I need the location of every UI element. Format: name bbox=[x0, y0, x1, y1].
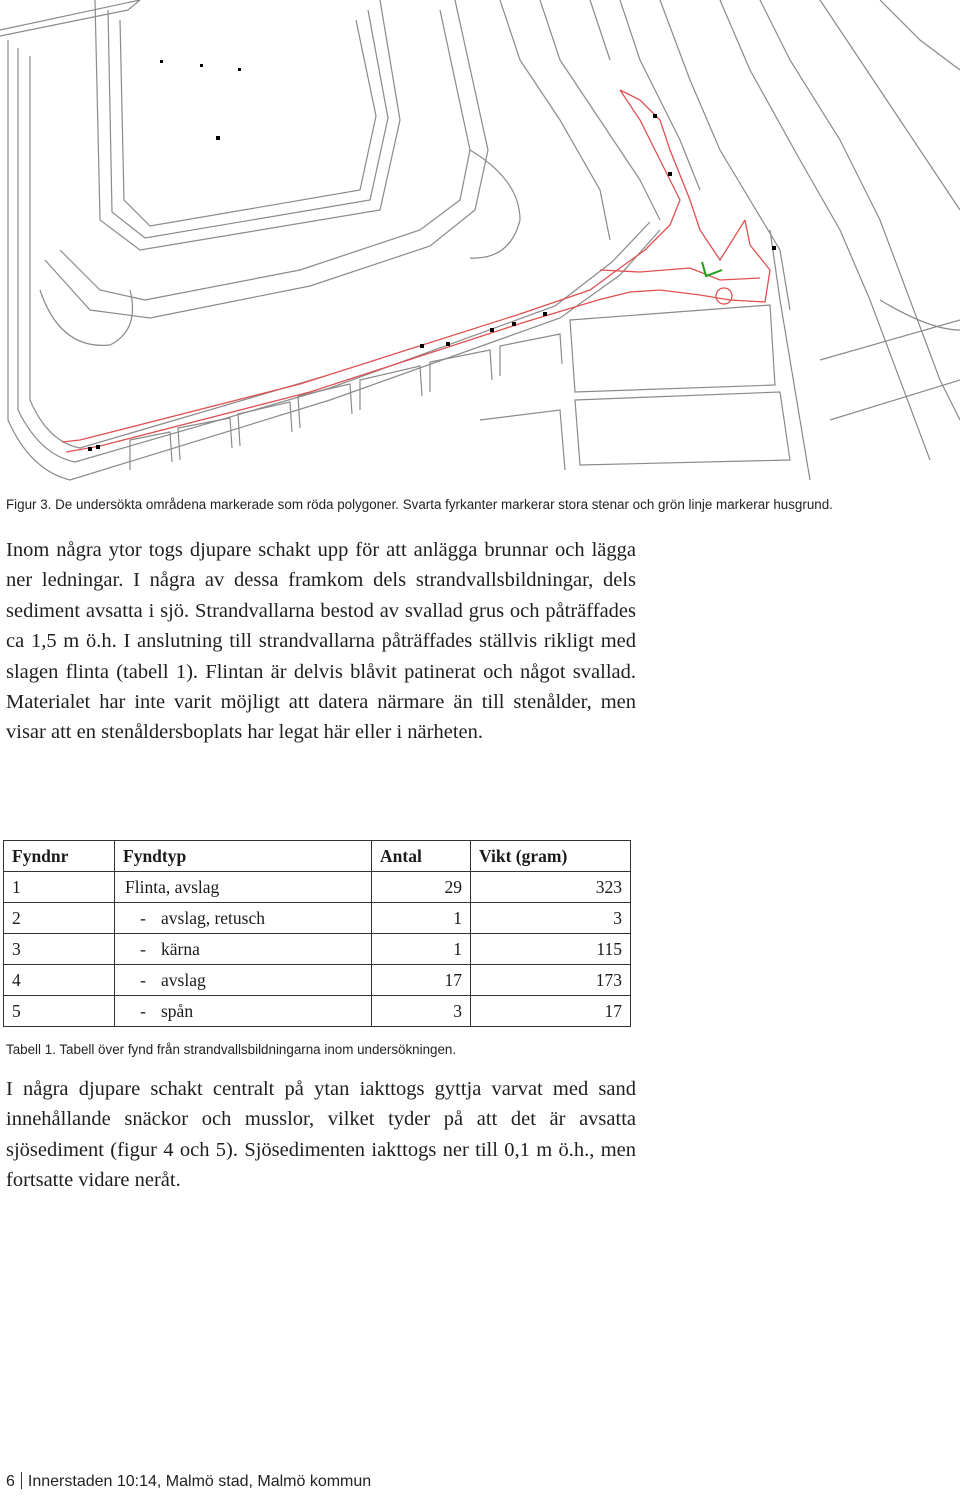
table-row bbox=[4, 903, 631, 934]
cell-type bbox=[115, 872, 372, 903]
cell-vikt: 173 bbox=[471, 965, 631, 996]
cell-type bbox=[115, 934, 372, 965]
cell-type-text: Flinta, avslag bbox=[125, 876, 220, 897]
cell-vikt: 17 bbox=[471, 996, 631, 1027]
table-row bbox=[4, 934, 631, 965]
cell-antal: 1 bbox=[372, 934, 471, 965]
table-row bbox=[4, 872, 631, 903]
body-paragraph-1: Inom några ytor togs djupare schakt upp för att anlägga brunnar och lägga ner ledningar. I några av dessa framkom dels strandvallsbildningar, dels sediment avsatta i sjö. Strandvallarna bestod av svallad grus och påträffades ca 1,5 m ö.h. I anslutning till strandvallarna påträffades ställvis rikligt med slagen flinta (tabell 1). Flintan är delvis blåvit patinerat och något svallad. Materialet har inte varit möjligt att datera närmare än till stenålder, men visar att en stenåldersboplats har legat här eller i närheten. bbox=[6, 539, 636, 744]
cell-type bbox=[115, 965, 372, 996]
table-header-row bbox=[4, 841, 631, 872]
finds-table bbox=[3, 840, 631, 1027]
cell-antal: 17 bbox=[372, 965, 471, 996]
cell-antal: 3 bbox=[372, 996, 471, 1027]
cell-type-prefix: - bbox=[140, 1000, 146, 1021]
cell-type-prefix: - bbox=[140, 969, 146, 990]
body-paragraph-2: I några djupare schakt centralt på ytan iakttogs gyttja varvat med sand innehållande snäckor och musslor, vilket tyder på att det är avsatta sjösediment (figur 4 och 5). Sjösedimenten iakttogs ner till 0,1 m ö.h., men fortsatte vidare neråt. bbox=[6, 1078, 636, 1192]
page-number: 6 bbox=[6, 1473, 15, 1490]
cell-vikt: 3 bbox=[471, 903, 631, 934]
page-footer bbox=[6, 1472, 371, 1491]
cell-type-text: avslag bbox=[161, 969, 206, 990]
site-map-figure bbox=[0, 0, 960, 488]
footer-divider bbox=[21, 1472, 22, 1489]
cell-type-text: kärna bbox=[161, 938, 200, 959]
cell-type-text: avslag, retusch bbox=[161, 907, 265, 928]
header-vikt: Vikt (gram) bbox=[471, 841, 631, 872]
table-caption: Tabell 1. Tabell över fynd från strandvallsbildningarna inom undersökningen. bbox=[6, 1042, 457, 1057]
cell-nr: 4 bbox=[4, 965, 115, 996]
header-antal: Antal bbox=[372, 841, 471, 872]
cell-nr: 3 bbox=[4, 934, 115, 965]
cell-antal: 1 bbox=[372, 903, 471, 934]
cell-type-text: spån bbox=[161, 1000, 194, 1021]
footer-title: Innerstaden 10:14, Malmö stad, Malmö kommun bbox=[27, 1473, 372, 1490]
cell-type bbox=[115, 996, 372, 1027]
cell-nr: 1 bbox=[4, 872, 115, 903]
cell-vikt: 323 bbox=[471, 872, 631, 903]
figure-caption: Figur 3. De undersökta områdena markerade som röda polygoner. Svarta fyrkanter markerar stora stenar och grön linje markerar husgrund. bbox=[6, 497, 833, 512]
header-fyndtyp: Fyndtyp bbox=[115, 841, 372, 872]
cell-type-prefix: - bbox=[140, 907, 146, 928]
site-map-drawing bbox=[0, 0, 960, 488]
cell-type-prefix: - bbox=[140, 938, 146, 959]
cell-nr: 2 bbox=[4, 903, 115, 934]
cell-vikt: 115 bbox=[471, 934, 631, 965]
table-row bbox=[4, 965, 631, 996]
cell-type bbox=[115, 903, 372, 934]
cell-nr: 5 bbox=[4, 996, 115, 1027]
table-row bbox=[4, 996, 631, 1027]
cell-antal: 29 bbox=[372, 872, 471, 903]
header-fyndnr: Fyndnr bbox=[4, 841, 115, 872]
